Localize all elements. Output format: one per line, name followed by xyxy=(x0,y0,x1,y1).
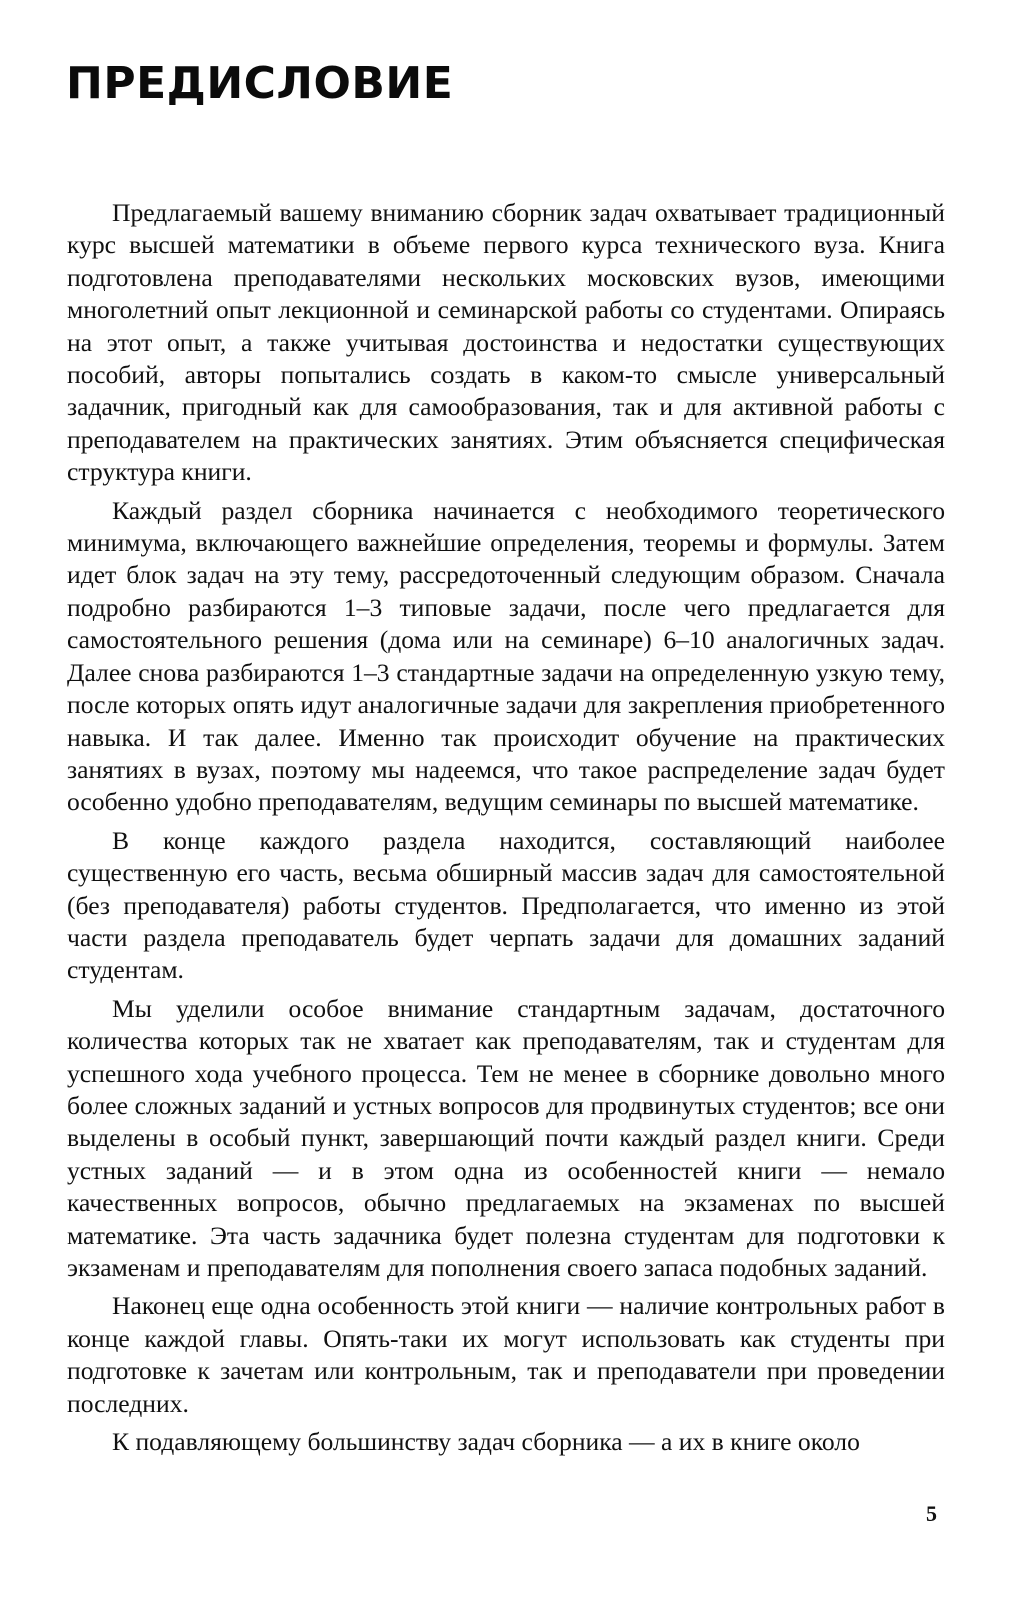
page-title: ПРЕДИСЛОВИЕ xyxy=(66,58,454,109)
paragraph-3: В конце каждого раздела находится, составляющий наиболее существенную его часть, весьма обширный массив задач для самостоятельной (без преподавателя) работы студентов. Предполагается, что именно из этой части раздела преподаватель будет черпать задачи для домашних заданий студентам. xyxy=(67,825,945,985)
page-number: 5 xyxy=(926,1501,937,1526)
paragraph-4: Мы уделили особое внимание стандартным задачам, достаточного количества которых так не хватает как преподавателям, так и студентам для успешного хода учебного процесса. Тем не менее в сборнике довольно много более сложных заданий и устных вопросов для продвинутых студентов; все они выделены в особый пункт, завершающий почти каждый раздел книги. Среди устных заданий — и в этом одна из особенностей книги — немало качественных вопросов, обычно предлагаемых на экзаменах по высшей математике. Эта часть задачника будет полезна студентам для подготовки к экзаменам и преподавателям для пополнения своего запаса подобных заданий. xyxy=(67,993,945,1282)
paragraph-1: Предлагаемый вашему вниманию сборник задач охватывает традиционный курс высшей математики в объеме первого курса технического вуза. Книга подготовлена преподавателями нескольких московских вузов, имеющими многолетний опыт лекционной и семинарской работы со студентами. Опираясь на этот опыт, а также учитывая достоинства и недостатки существующих пособий, авторы попытались создать в каком-то смысле универсальный задачник, пригодный как для самообразования, так и для активной работы с преподавателем на практических занятиях. Этим объясняется специфическая структура книги. xyxy=(67,198,945,487)
paragraph-6: К подавляющему большинству задач сборника — а их в книге около xyxy=(112,1427,860,1457)
paragraph-2: Каждый раздел сборника начинается с необходимого теоретического минимума, включающего важнейшие определения, теоремы и формулы. Затем идет блок задач на эту тему, рассредоточенный следующим образом. Сначала подробно разбираются 1–3 типовые задачи, после чего предлагается для самостоятельного решения (дома или на семинаре) 6–10 аналогичных задач. Далее снова разбираются 1–3 стандартные задачи на определенную узкую тему, после которых опять идут аналогичные задачи для закрепления приобретенного навыка. И так далее. Именно так происходит обучение на практических занятиях в вузах, поэтому мы надеемся, что такое распределение задач будет особенно удобно преподавателям, ведущим семинары по высшей математике. xyxy=(67,495,945,817)
preface-body xyxy=(67,197,945,1464)
paragraph-5: Наконец еще одна особенность этой книги — наличие контрольных работ в конце каждой главы. Опять-таки их могут использовать как студенты при подготовке к зачетам или контрольным, так и преподаватели при проведении последних. xyxy=(67,1291,945,1418)
